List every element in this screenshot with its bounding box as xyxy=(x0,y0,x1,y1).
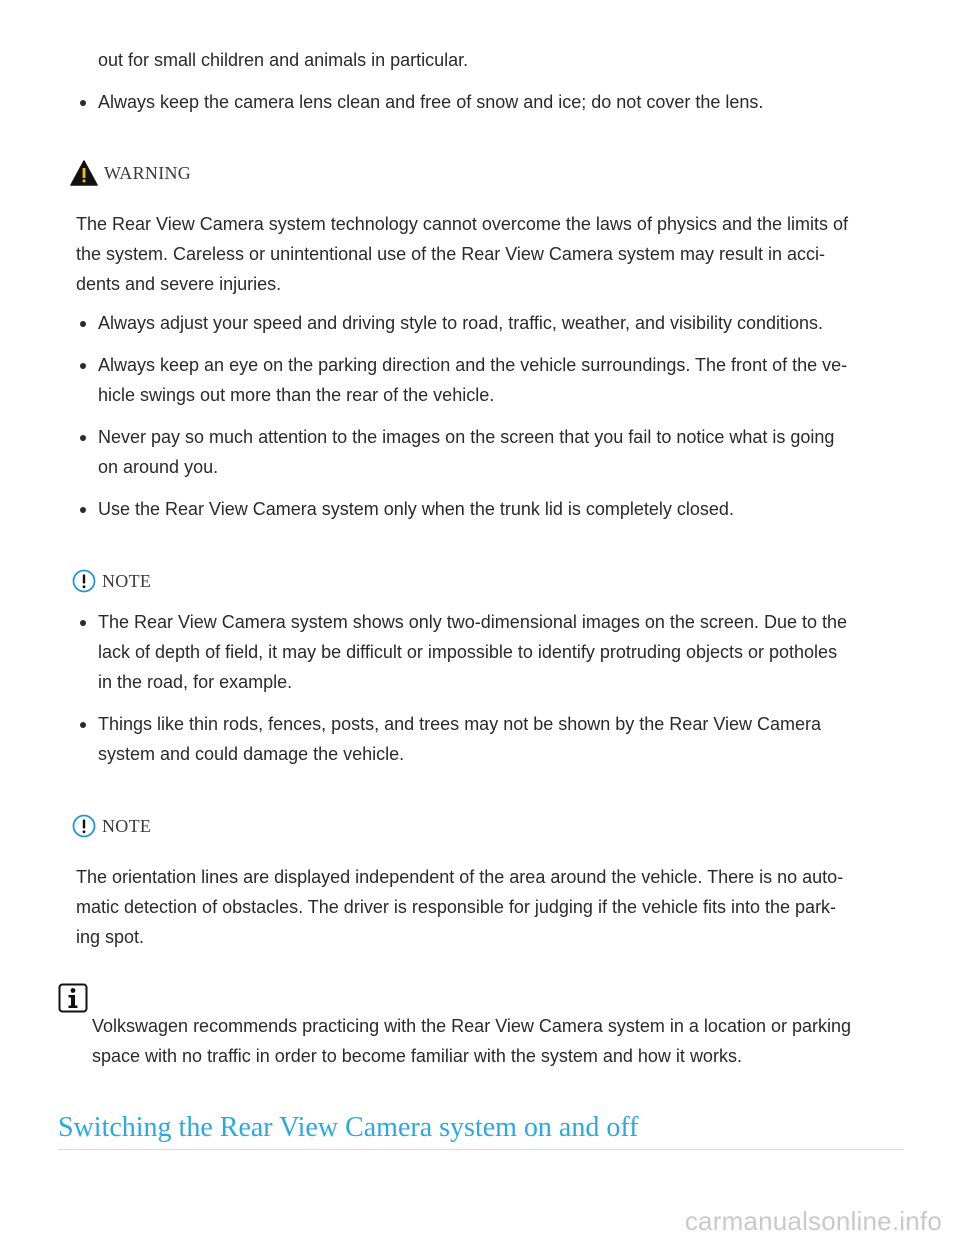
info-icon xyxy=(58,983,88,1013)
note-label: NOTE xyxy=(102,815,152,836)
warning-triangle-icon xyxy=(70,160,98,186)
paragraph-line: The orientation lines are displayed independent of the area around the vehicle. There is no auto- xyxy=(76,867,844,887)
paragraph-line: ing spot. xyxy=(76,927,145,947)
list-item-text xyxy=(98,494,888,524)
list-item-line: Use the Rear View Camera system only when the trunk lid is completely closed. xyxy=(98,499,734,519)
bullet-dot xyxy=(80,100,86,106)
list-item-line: in the road, for example. xyxy=(98,672,293,692)
list-item-text xyxy=(98,350,888,410)
note-heading xyxy=(72,814,151,838)
note-paragraph xyxy=(76,862,896,952)
section-divider xyxy=(58,1149,904,1150)
bullet-dot xyxy=(80,620,86,626)
section-title: Switching the Rear View Camera system on and off xyxy=(58,1112,639,1143)
paragraph-line: dents and severe injuries. xyxy=(76,274,282,294)
list-item-line: Always keep an eye on the parking direction and the vehicle surroundings. The front of the ve- xyxy=(98,355,848,375)
warning-label: WARNING xyxy=(104,162,192,183)
list-item-text xyxy=(98,422,888,482)
paragraph-line: space with no traffic in order to become familiar with the system and how it works. xyxy=(92,1046,742,1066)
list-item-line: lack of depth of field, it may be difficult or impossible to identify protruding objects or potholes xyxy=(98,642,838,662)
warning-paragraph xyxy=(76,209,896,299)
bullet-dot xyxy=(80,363,86,369)
watermark: carmanualsonline.info xyxy=(684,1206,942,1236)
list-item-line: Always adjust your speed and driving style to road, traffic, weather, and visibility conditions. xyxy=(98,313,824,333)
info-paragraph xyxy=(92,1011,902,1071)
warning-heading xyxy=(70,160,191,186)
list-item-text xyxy=(98,607,888,697)
bullet-dot xyxy=(80,722,86,728)
list-item-text xyxy=(98,709,888,769)
paragraph-line: The Rear View Camera system technology cannot overcome the laws of physics and the limits of xyxy=(76,214,849,234)
list-item-text xyxy=(98,308,888,338)
bullet-dot xyxy=(80,435,86,441)
bullet-dot xyxy=(80,321,86,327)
bullet-dot xyxy=(80,507,86,513)
list-item-line: The Rear View Camera system shows only two-dimensional images on the screen. Due to the xyxy=(98,612,848,632)
exclamation-circle-icon xyxy=(72,569,96,593)
note-label: NOTE xyxy=(102,570,152,591)
list-item-line: hicle swings out more than the rear of the vehicle. xyxy=(98,385,495,405)
list-item-line: Things like thin rods, fences, posts, and trees may not be shown by the Rear View Camera xyxy=(98,714,822,734)
list-item-line: system and could damage the vehicle. xyxy=(98,744,405,764)
paragraph-line: the system. Careless or unintentional use of the Rear View Camera system may result in acci- xyxy=(76,244,825,264)
paragraph-line: matic detection of obstacles. The driver is responsible for judging if the vehicle fits into the park- xyxy=(76,897,837,917)
list-item-line: on around you. xyxy=(98,457,219,477)
list-item-line: Never pay so much attention to the images on the screen that you fail to notice what is going xyxy=(98,427,835,447)
exclamation-circle-icon xyxy=(72,814,96,838)
list-item-text: Always keep the camera lens clean and free of snow and ice; do not cover the lens. xyxy=(98,92,764,112)
paragraph-line: Volkswagen recommends practicing with the Rear View Camera system in a location or parking xyxy=(92,1016,852,1036)
note-heading xyxy=(72,569,151,593)
continued-text: out for small children and animals in particular. xyxy=(98,50,469,70)
